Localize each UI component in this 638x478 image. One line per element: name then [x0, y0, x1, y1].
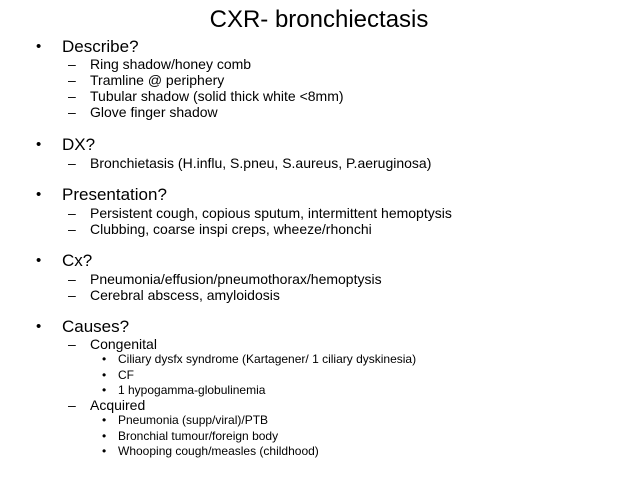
sub-list-item-text: CF: [118, 368, 134, 382]
bullet-icon: •: [36, 38, 42, 55]
sub-list-item-text: 1 hypogamma-globulinemia: [118, 383, 266, 397]
bullet-icon: •: [102, 413, 107, 427]
list-item-text: Glove finger shadow: [90, 104, 218, 120]
sub-list-item-text: Pneumonia (supp/viral)/PTB: [118, 413, 269, 427]
section-heading-text: Describe?: [62, 37, 139, 56]
bullet-icon: •: [36, 136, 42, 153]
bullet-icon: •: [102, 444, 107, 458]
bullet-icon: •: [102, 383, 107, 397]
list-item-text: Congenital: [90, 336, 157, 352]
dash-icon: –: [68, 104, 76, 120]
list-item-text: Bronchietasis (H.influ, S.pneu, S.aureus, P.aeruginosa): [90, 155, 432, 171]
dash-icon: –: [68, 205, 76, 221]
dash-icon: –: [68, 287, 76, 303]
bullet-icon: •: [36, 252, 42, 269]
section-heading-text: DX?: [62, 135, 96, 154]
dash-icon: –: [68, 336, 76, 352]
bullet-icon: •: [102, 429, 107, 443]
dash-icon: –: [68, 271, 76, 287]
sub-list-item-text: Whooping cough/measles (childhood): [118, 444, 319, 458]
dash-icon: –: [68, 397, 76, 413]
list-item-text: Acquired: [90, 397, 146, 413]
dash-icon: –: [68, 72, 76, 88]
dash-icon: –: [68, 88, 76, 104]
list-item-text: Ring shadow/honey comb: [90, 56, 252, 72]
section-heading-text: Cx?: [62, 251, 93, 270]
list-item-text: Cerebral abscess, amyloidosis: [90, 287, 280, 303]
list-item-text: Persistent cough, copious sputum, intermittent hemoptysis: [90, 205, 452, 221]
sub-list-item-text: Bronchial tumour/foreign body: [118, 429, 279, 443]
bullet-icon: •: [36, 318, 42, 335]
list-item-text: Tramline @ periphery: [90, 72, 225, 88]
bullet-icon: •: [36, 186, 42, 203]
slide-title: CXR- bronchiectasis: [209, 6, 429, 33]
list-item-text: Pneumonia/effusion/pneumothorax/hemoptysis: [90, 271, 382, 287]
list-item-text: Clubbing, coarse inspi creps, wheeze/rhonchi: [90, 221, 372, 237]
section-heading-text: Causes?: [62, 317, 130, 336]
list-item-text: Tubular shadow (solid thick white <8mm): [90, 88, 344, 104]
dash-icon: –: [68, 155, 76, 171]
sub-list-item-text: Ciliary dysfx syndrome (Kartagener/ 1 ciliary dyskinesia): [118, 352, 417, 366]
bullet-icon: •: [102, 368, 107, 382]
section-heading-text: Presentation?: [62, 185, 167, 204]
dash-icon: –: [68, 56, 76, 72]
dash-icon: –: [68, 221, 76, 237]
bullet-icon: •: [102, 352, 107, 366]
